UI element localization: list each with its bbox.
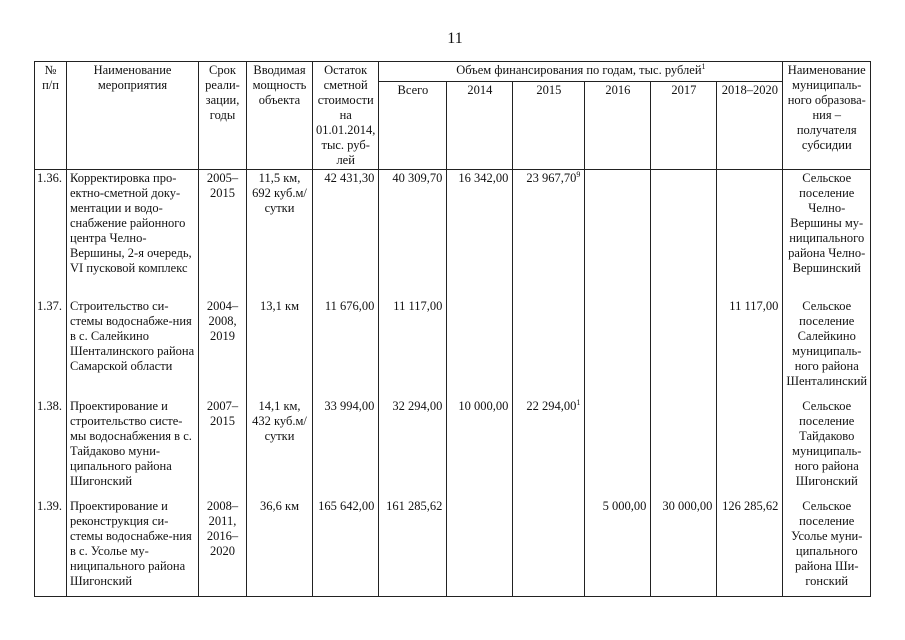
row-recipient: Сельское поселение Тайдаково муниципаль-ного района Шигонский bbox=[783, 398, 871, 498]
row-num: 1.38. bbox=[35, 398, 67, 498]
table-row bbox=[35, 398, 871, 498]
row-name: Проектирование и реконструкция си-стемы водоснабже-ния в с. Усолье му-ниципального района Шигонский bbox=[67, 498, 199, 597]
row-name: Проектирование и строительство систе-мы водоснабжения в с. Тайдаково муни-ципального района Шигонский bbox=[67, 398, 199, 498]
row-recipient: Сельское поселение Челно-Вершины му-ниципального района Челно-Вершинский bbox=[783, 170, 871, 299]
header-2014: 2014 bbox=[447, 82, 513, 170]
header-financing-group bbox=[379, 62, 783, 82]
row-2015 bbox=[513, 498, 585, 597]
row-2018-2020 bbox=[717, 170, 783, 299]
row-remainder: 165 642,00 bbox=[313, 498, 379, 597]
row-2017 bbox=[651, 398, 717, 498]
row-term: 2007–2015 bbox=[199, 398, 247, 498]
header-financing-footnote: 1 bbox=[701, 61, 706, 71]
row-remainder: 42 431,30 bbox=[313, 170, 379, 299]
page-number: 11 bbox=[447, 30, 463, 47]
row-2014 bbox=[447, 298, 513, 398]
table-header bbox=[35, 62, 871, 170]
header-2015: 2015 bbox=[513, 82, 585, 170]
row-total: 40 309,70 bbox=[379, 170, 447, 299]
row-2018-2020 bbox=[717, 398, 783, 498]
row-total: 11 117,00 bbox=[379, 298, 447, 398]
row-recipient: Сельское поселение Усолье муни-ципального района Ши-гонский bbox=[783, 498, 871, 597]
row-capacity: 13,1 км bbox=[247, 298, 313, 398]
header-term: Срок реали-зации, годы bbox=[199, 62, 247, 170]
table-row bbox=[35, 170, 871, 299]
row-2015-footnote: 1 bbox=[576, 397, 581, 407]
row-capacity: 14,1 км, 432 куб.м/сутки bbox=[247, 398, 313, 498]
row-num: 1.37. bbox=[35, 298, 67, 398]
row-2015-value: 22 294,00 bbox=[526, 399, 577, 413]
row-2015 bbox=[513, 298, 585, 398]
row-2015-value: 23 967,70 bbox=[526, 171, 577, 185]
row-2015 bbox=[513, 398, 585, 498]
row-total: 161 285,62 bbox=[379, 498, 447, 597]
row-2015 bbox=[513, 170, 585, 299]
row-2018-2020: 11 117,00 bbox=[717, 298, 783, 398]
row-remainder: 33 994,00 bbox=[313, 398, 379, 498]
row-2016 bbox=[585, 170, 651, 299]
row-term: 2008–2011, 2016–2020 bbox=[199, 498, 247, 597]
row-num: 1.39. bbox=[35, 498, 67, 597]
header-financing-label: Объем финансирования по годам, тыс. рублей bbox=[456, 63, 702, 77]
row-recipient: Сельское поселение Салейкино муниципаль-ного района Шенталинский bbox=[783, 298, 871, 398]
row-term: 2005–2015 bbox=[199, 170, 247, 299]
table-body bbox=[35, 170, 871, 597]
financing-table-wrap bbox=[34, 61, 871, 597]
header-remainder: Остаток сметной стоимости на 01.01.2014, тыс. руб-лей bbox=[313, 62, 379, 170]
header-2017: 2017 bbox=[651, 82, 717, 170]
header-num: № п/п bbox=[35, 62, 67, 170]
row-2017: 30 000,00 bbox=[651, 498, 717, 597]
row-2014 bbox=[447, 498, 513, 597]
row-2016: 5 000,00 bbox=[585, 498, 651, 597]
row-num: 1.36. bbox=[35, 170, 67, 299]
row-2016 bbox=[585, 298, 651, 398]
row-name: Строительство си-стемы водоснабже-ния в с. Салейкино Шенталинского района Самарской области bbox=[67, 298, 199, 398]
header-total: Всего bbox=[379, 82, 447, 170]
row-2017 bbox=[651, 298, 717, 398]
header-name: Наименование мероприятия bbox=[67, 62, 199, 170]
table-row bbox=[35, 298, 871, 398]
header-2018-2020: 2018–2020 bbox=[717, 82, 783, 170]
financing-table bbox=[34, 61, 871, 597]
row-2016 bbox=[585, 398, 651, 498]
row-term: 2004–2008, 2019 bbox=[199, 298, 247, 398]
header-recipient: Наименование муниципаль-ного образова-ния – получателя субсидии bbox=[783, 62, 871, 170]
row-2015-footnote: 9 bbox=[576, 169, 581, 179]
header-2016: 2016 bbox=[585, 82, 651, 170]
table-row bbox=[35, 498, 871, 597]
header-capacity: Вводимая мощность объекта bbox=[247, 62, 313, 170]
row-2017 bbox=[651, 170, 717, 299]
row-remainder: 11 676,00 bbox=[313, 298, 379, 398]
row-capacity: 36,6 км bbox=[247, 498, 313, 597]
row-capacity: 11,5 км, 692 куб.м/сутки bbox=[247, 170, 313, 299]
row-2018-2020: 126 285,62 bbox=[717, 498, 783, 597]
row-name: Корректировка про-ектно-сметной доку-ментации и водо-снабжение районного центра Челно-Вершины, 2-я очередь, VI пусковой комплекс bbox=[67, 170, 199, 299]
row-total: 32 294,00 bbox=[379, 398, 447, 498]
row-2014: 16 342,00 bbox=[447, 170, 513, 299]
row-2014: 10 000,00 bbox=[447, 398, 513, 498]
